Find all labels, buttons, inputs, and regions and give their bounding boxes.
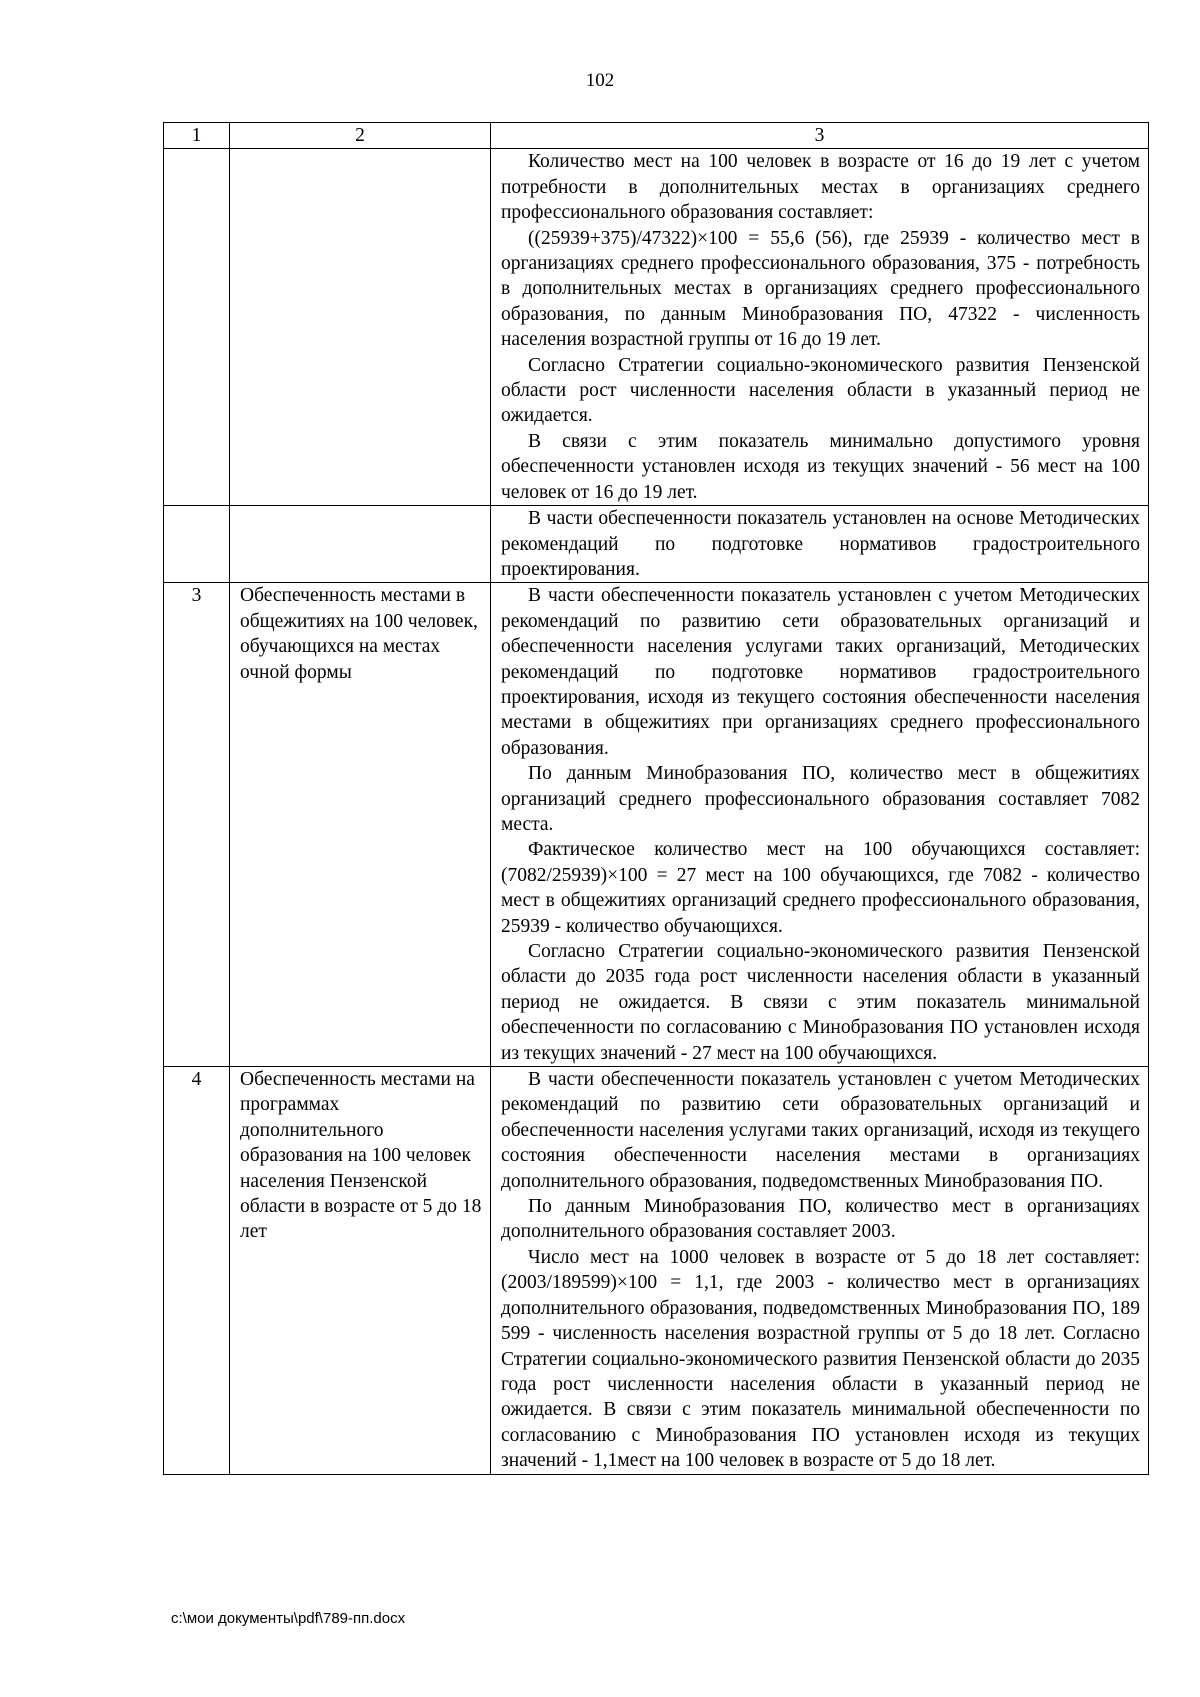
table-row bbox=[164, 149, 1149, 506]
table-header-row bbox=[164, 123, 1149, 149]
justification-paragraph: По данным Минобразования ПО, количество мест в общежитиях организаций среднего профессионального образования составляет 7082 места. bbox=[501, 763, 1140, 835]
table-row bbox=[164, 506, 1149, 583]
justification-cell bbox=[491, 506, 1149, 583]
file-path-footer: c:\мои документы\pdf\789-пп.docx bbox=[171, 1610, 406, 1627]
header-col-2: 2 bbox=[230, 123, 491, 149]
justification-paragraph: По данным Минобразования ПО, количество мест в организациях дополнительного образования составляет 2003. bbox=[501, 1196, 1140, 1243]
justification-paragraph: В связи с этим показатель минимально допустимого уровня обеспеченности установлен исходя из текущих значений - 56 мест на 100 человек от 16 до 19 лет. bbox=[501, 430, 1140, 503]
page-number: 102 bbox=[585, 70, 615, 91]
justification-paragraph: В части обеспеченности показатель установлен с учетом Методических рекомендаций по развитию сети образовательных организаций и обеспеченности населения услугами таких организаций, исходя из текущего состояния обеспеченности населения местами в организациях дополнительного образования, подведомственных Минобразования ПО. bbox=[501, 1069, 1140, 1192]
justification-paragraph: Согласно Стратегии социально-экономического развития Пензенской области рост численности населения области в указанный период не ожидается. bbox=[501, 354, 1140, 427]
header-col-3: 3 bbox=[491, 123, 1149, 149]
table-row bbox=[164, 583, 1149, 1067]
row-number-cell: 4 bbox=[164, 1067, 230, 1475]
justification-cell bbox=[491, 583, 1149, 1067]
header-col-1: 1 bbox=[164, 123, 230, 149]
justification-paragraph: Количество мест на 100 человек в возрасте от 16 до 19 лет с учетом потребности в дополнительных местах в организациях среднего профессионального образования составляет: bbox=[501, 151, 1140, 224]
justification-paragraph: Согласно Стратегии социально-экономического развития Пензенской области до 2035 года рост численности населения области в указанный период не ожидается. В связи с этим показатель минимальной обеспеченности по согласованию с Минобразования ПО установлен исходя из текущих значений - 27 мест на 100 обучающихся. bbox=[501, 941, 1140, 1064]
row-number-cell bbox=[164, 149, 230, 506]
justification-paragraph: Число мест на 1000 человек в возрасте от 5 до 18 лет составляет: (2003/189599)×100 = 1,1, где 2003 - количество мест в организациях дополнительного образования, подведомственных Минобразования ПО, 189 599 - численность населения возрастной группы от 5 до 18 лет. Согласно Стратегии социально-экономического развития Пензенской области до 2035 года рост численности населения области в указанный период не ожидается. В связи с этим показатель минимальной обеспеченности по согласованию с Минобразования ПО установлен исходя из текущих значений - 1,1мест на 100 человек в возрасте от 5 до 18 лет. bbox=[501, 1246, 1140, 1472]
justification-cell bbox=[491, 1067, 1149, 1475]
justification-paragraph: В части обеспеченности показатель установлен на основе Методических рекомендаций по подготовке нормативов градостроительного проектирования. bbox=[501, 508, 1140, 580]
indicator-name-cell bbox=[230, 149, 491, 506]
indicator-name-cell bbox=[230, 506, 491, 583]
standards-table bbox=[163, 122, 1149, 1475]
row-number-cell: 3 bbox=[164, 583, 230, 1067]
table-row bbox=[164, 1067, 1149, 1475]
justification-paragraph: Фактическое количество мест на 100 обучающихся составляет: (7082/25939)×100 = 27 мест на 100 обучающихся, где 7082 - количество мест в общежитиях организаций среднего профессионального образования, 25939 - количество обучающихся. bbox=[501, 839, 1140, 937]
indicator-name-cell: Обеспеченность местами в общежитиях на 100 человек, обучающихся на местах очной формы bbox=[230, 583, 491, 1067]
indicator-name-cell: Обеспеченность местами на программах дополнительного образования на 100 человек населения Пензенской области в возрасте от 5 до 18 лет bbox=[230, 1067, 491, 1475]
justification-paragraph: ((25939+375)/47322)×100 = 55,6 (56), где 25939 - количество мест в организациях среднего профессионального образования, 375 - потребность в дополнительных местах в организациях среднего профессионального образования, по данным Минобразования ПО, 47322 - численность населения возрастной группы от 16 до 19 лет. bbox=[501, 227, 1140, 351]
row-number-cell bbox=[164, 506, 230, 583]
justification-cell bbox=[491, 149, 1149, 506]
justification-paragraph: В части обеспеченности показатель установлен с учетом Методических рекомендаций по развитию сети образовательных организаций и обеспеченности населения услугами таких организаций, Методических рекомендаций по подготовке нормативов градостроительного проектирования, исходя из текущего состояния обеспеченности населения местами в общежитиях при организациях среднего профессионального образования. bbox=[501, 585, 1140, 759]
